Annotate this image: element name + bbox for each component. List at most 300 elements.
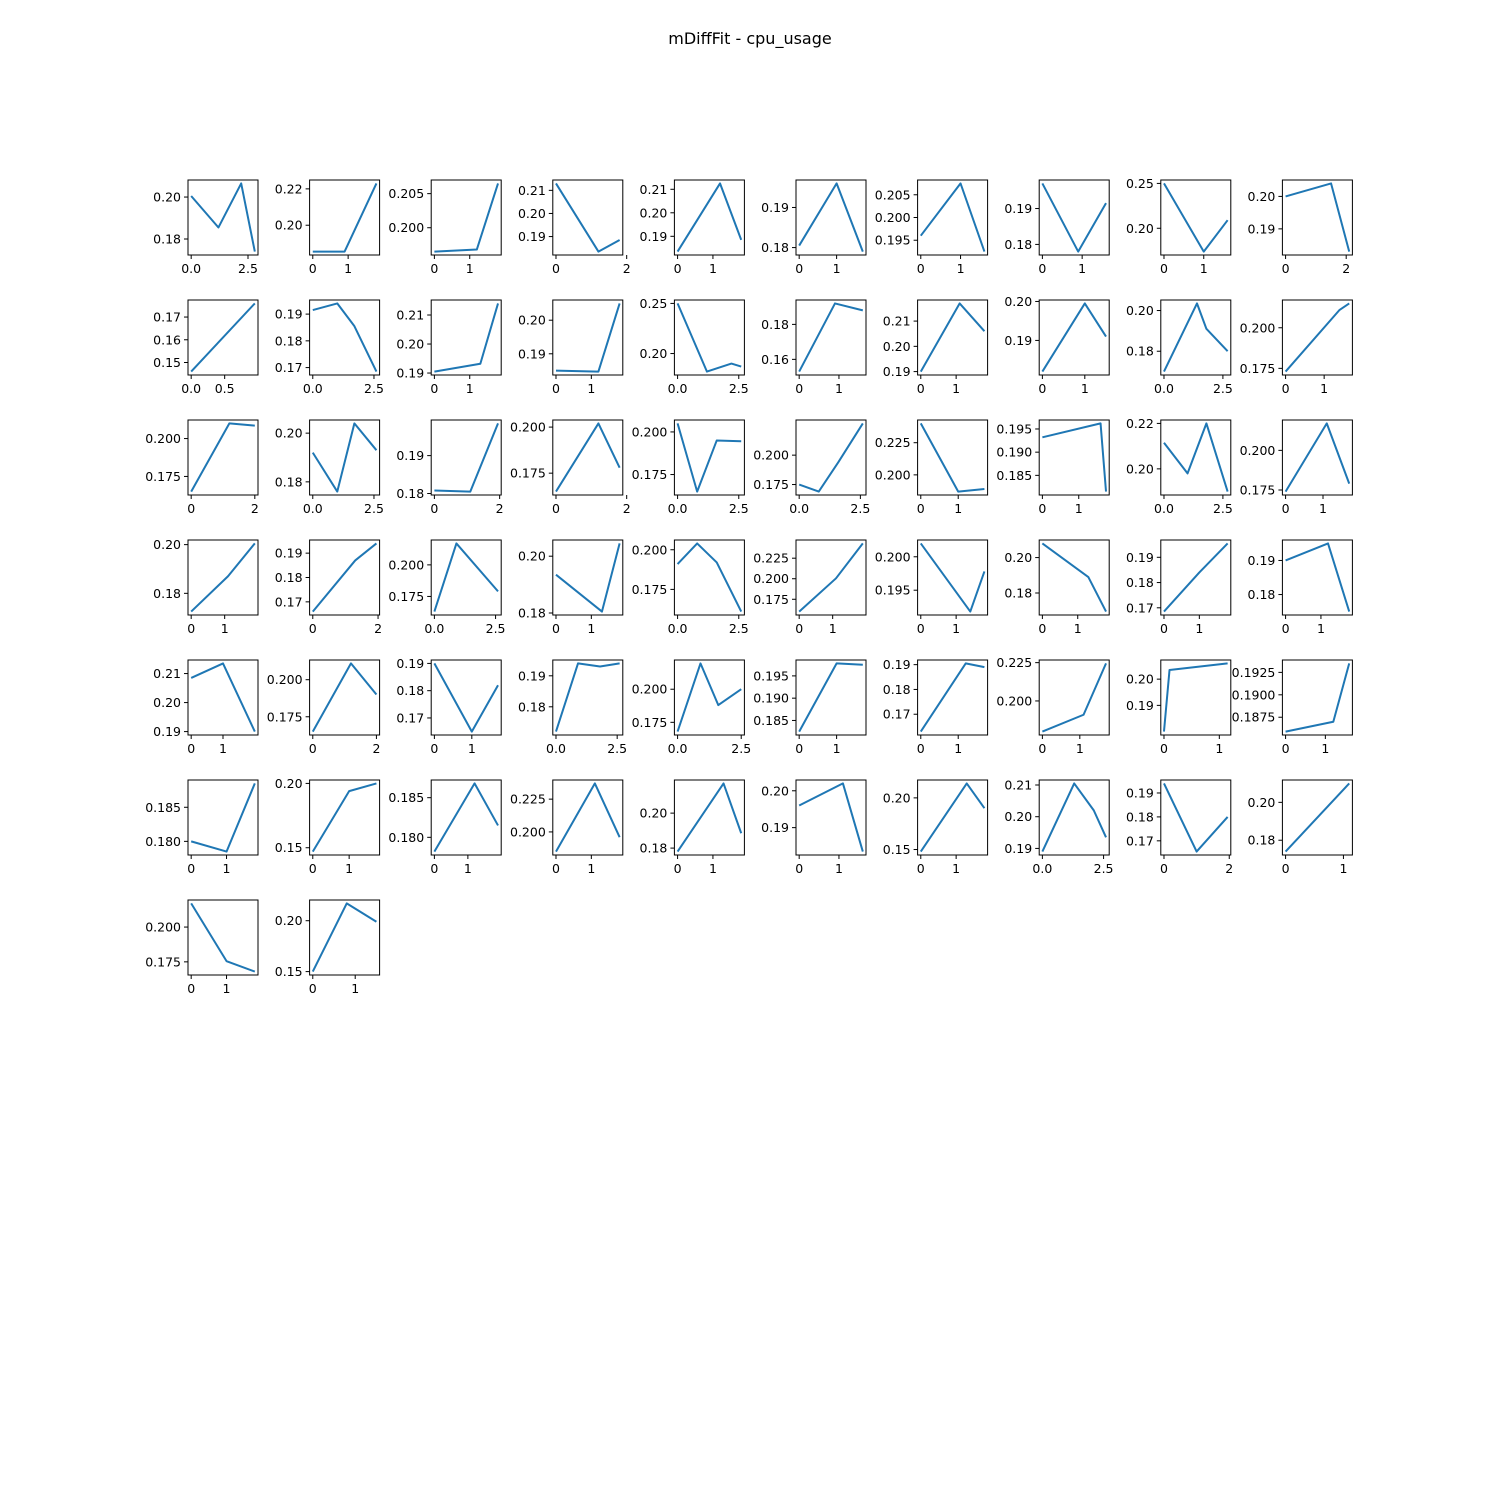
- axes-frame: [1039, 540, 1109, 615]
- y-tick-label: 0.20: [1125, 220, 1154, 236]
- axes-frame: [431, 180, 501, 255]
- x-tick-label: 1: [222, 861, 231, 876]
- y-tick-label: 0.180: [145, 833, 181, 849]
- axes-frame: [1039, 660, 1109, 735]
- y-tick-label: 0.19: [274, 306, 303, 322]
- y-tick-label: 0.15: [882, 842, 911, 858]
- y-tick-label: 0.200: [874, 549, 911, 565]
- y-tick-label: 0.185: [388, 790, 425, 806]
- x-tick-label: 0: [430, 261, 439, 276]
- x-tick-label: 0: [916, 261, 925, 276]
- x-tick-label: 1: [467, 741, 476, 756]
- subplot: [640, 296, 749, 396]
- x-tick-label: 1: [1215, 741, 1224, 756]
- y-tick-label: 0.175: [631, 467, 668, 483]
- x-tick-label: 2: [372, 741, 381, 756]
- y-tick-label: 0.1875: [1231, 709, 1276, 725]
- x-tick-label: 1: [1080, 381, 1089, 396]
- y-tick-label: 0.19: [1125, 697, 1154, 713]
- y-tick-label: 0.18: [1004, 585, 1033, 601]
- x-tick-label: 2: [374, 621, 383, 636]
- axes-frame: [553, 660, 623, 735]
- subplot: [275, 180, 380, 276]
- x-tick-label: 0.0: [302, 501, 323, 516]
- y-tick-label: 0.185: [145, 799, 181, 815]
- x-tick-label: 1: [1319, 501, 1327, 516]
- y-tick-label: 0.195: [874, 232, 911, 248]
- axes-frame: [674, 780, 744, 855]
- x-tick-label: 1: [956, 261, 965, 276]
- x-tick-label: 1: [1195, 621, 1204, 636]
- axes-frame: [310, 420, 380, 495]
- y-tick-label: 0.19: [761, 199, 789, 215]
- x-tick-label: 0.0: [181, 261, 202, 276]
- y-tick-label: 0.200: [510, 824, 546, 840]
- x-tick-label: 1: [587, 381, 596, 396]
- axes-frame: [674, 180, 744, 255]
- subplot: [1248, 780, 1353, 876]
- subplot: [761, 300, 866, 396]
- y-tick-label: 0.175: [145, 954, 181, 970]
- y-tick-label: 0.18: [1247, 832, 1276, 848]
- y-tick-label: 0.19: [761, 820, 789, 836]
- y-tick-label: 0.1900: [1231, 687, 1276, 703]
- y-tick-label: 0.17: [274, 594, 303, 610]
- subplot: [388, 540, 505, 636]
- y-tick-label: 0.20: [274, 913, 303, 929]
- y-tick-label: 0.200: [266, 672, 303, 688]
- y-tick-label: 0.1925: [1231, 664, 1276, 680]
- y-tick-label: 0.22: [274, 181, 303, 197]
- subplot: [1004, 294, 1109, 396]
- x-tick-label: 0: [552, 621, 560, 636]
- axes-frame: [1282, 420, 1352, 495]
- y-tick-label: 0.17: [274, 360, 303, 376]
- subplot: [753, 660, 866, 756]
- x-tick-label: 0: [795, 741, 804, 756]
- x-tick-label: 1: [465, 381, 474, 396]
- x-tick-label: 0.0: [667, 741, 688, 756]
- x-tick-label: 1: [954, 501, 963, 516]
- x-tick-label: 2.5: [607, 741, 628, 756]
- subplot: [996, 420, 1109, 516]
- x-tick-label: 0: [1281, 861, 1290, 876]
- x-tick-label: 0: [552, 861, 560, 876]
- x-tick-label: 1: [463, 861, 472, 876]
- y-tick-label: 0.225: [753, 550, 789, 566]
- x-tick-label: 0: [1281, 261, 1290, 276]
- y-tick-label: 0.200: [388, 557, 425, 573]
- axes-frame: [310, 300, 380, 375]
- y-tick-label: 0.19: [1004, 201, 1033, 217]
- y-tick-label: 0.200: [145, 431, 181, 447]
- axes-frame: [188, 420, 258, 495]
- subplot: [640, 780, 745, 876]
- subplot: [1004, 180, 1109, 276]
- axes-frame: [918, 180, 988, 255]
- y-tick-label: 0.200: [145, 919, 181, 935]
- subplot: [883, 780, 988, 876]
- axes-frame: [1039, 780, 1109, 855]
- y-tick-label: 0.175: [388, 588, 425, 604]
- x-tick-label: 0.5: [214, 381, 235, 396]
- x-tick-label: 0.0: [1154, 501, 1174, 516]
- x-tick-label: 1: [345, 861, 354, 876]
- subplot: [761, 780, 866, 876]
- axes-frame: [1282, 180, 1352, 255]
- x-tick-label: 1: [954, 741, 963, 756]
- y-tick-label: 0.20: [639, 346, 668, 362]
- x-tick-label: 0: [795, 861, 804, 876]
- axes-frame: [1282, 660, 1352, 735]
- axes-frame: [553, 540, 623, 615]
- y-tick-label: 0.17: [396, 710, 425, 726]
- y-tick-label: 0.20: [761, 783, 789, 799]
- y-tick-label: 0.18: [517, 605, 546, 621]
- x-tick-label: 0: [552, 501, 560, 516]
- axes-frame: [553, 300, 623, 375]
- y-tick-label: 0.175: [510, 465, 546, 481]
- subplot: [1126, 300, 1233, 396]
- y-tick-label: 0.190: [753, 690, 789, 706]
- x-tick-label: 0: [1038, 621, 1047, 636]
- y-tick-label: 0.18: [396, 683, 425, 699]
- y-tick-label: 0.225: [996, 655, 1033, 671]
- subplot: [153, 660, 258, 756]
- x-tick-label: 1: [832, 741, 841, 756]
- x-tick-label: 1: [1073, 621, 1082, 636]
- y-tick-label: 0.200: [510, 419, 546, 435]
- subplot: [518, 660, 627, 756]
- axes-frame: [310, 660, 380, 735]
- y-tick-label: 0.19: [517, 668, 546, 684]
- axes-frame: [918, 420, 988, 495]
- y-tick-label: 0.18: [396, 485, 425, 501]
- y-tick-label: 0.18: [761, 240, 789, 256]
- y-tick-label: 0.21: [882, 313, 911, 329]
- axes-frame: [918, 540, 988, 615]
- x-tick-label: 1: [222, 981, 231, 996]
- x-tick-label: 0: [187, 501, 196, 516]
- y-tick-label: 0.20: [517, 205, 546, 221]
- x-tick-label: 2: [495, 501, 504, 516]
- x-tick-label: 1: [1199, 261, 1208, 276]
- subplot: [510, 420, 631, 516]
- axes-frame: [1161, 660, 1231, 735]
- y-tick-label: 0.17: [1125, 600, 1154, 616]
- y-tick-label: 0.20: [274, 217, 303, 233]
- x-tick-label: 1: [344, 261, 353, 276]
- subplot: [1240, 300, 1353, 396]
- subplot: [518, 180, 631, 276]
- y-tick-label: 0.175: [753, 591, 789, 607]
- y-tick-label: 0.19: [517, 346, 546, 362]
- x-tick-label: 0: [430, 741, 439, 756]
- axes-frame: [1161, 300, 1231, 375]
- subplot: [1126, 176, 1231, 276]
- x-tick-label: 2.5: [238, 261, 258, 276]
- x-tick-label: 0.0: [302, 381, 323, 396]
- subplot: [632, 420, 749, 516]
- subplot: [267, 660, 381, 756]
- x-tick-label: 1: [1320, 381, 1329, 396]
- axes-frame: [1161, 780, 1231, 855]
- subplot: [510, 780, 623, 876]
- x-tick-label: 0: [916, 621, 925, 636]
- axes-frame: [1161, 420, 1231, 495]
- x-tick-label: 0: [1038, 261, 1047, 276]
- y-tick-label: 0.225: [874, 435, 911, 451]
- y-tick-label: 0.19: [396, 365, 425, 381]
- y-tick-label: 0.19: [1004, 840, 1033, 856]
- y-tick-label: 0.19: [396, 448, 425, 464]
- y-tick-label: 0.175: [631, 714, 668, 730]
- axes-frame: [431, 420, 501, 495]
- x-tick-label: 0: [916, 741, 925, 756]
- x-tick-label: 0.0: [1154, 381, 1174, 396]
- x-tick-label: 0: [308, 741, 317, 756]
- subplot: [396, 300, 501, 396]
- x-tick-label: 1: [1339, 861, 1348, 876]
- y-tick-label: 0.15: [274, 964, 303, 980]
- x-tick-label: 1: [834, 381, 843, 396]
- y-tick-label: 0.18: [1247, 587, 1276, 603]
- subplot: [632, 660, 752, 756]
- subplot: [875, 420, 988, 516]
- y-tick-label: 0.19: [153, 724, 181, 740]
- y-tick-label: 0.18: [1125, 575, 1154, 591]
- x-tick-label: 1: [465, 261, 474, 276]
- subplot: [883, 300, 988, 396]
- x-tick-label: 1: [1316, 621, 1325, 636]
- y-tick-label: 0.21: [639, 181, 668, 197]
- x-tick-label: 0.0: [546, 741, 566, 756]
- subplot: [875, 180, 988, 276]
- subplot: [1248, 540, 1353, 636]
- x-tick-label: 0: [187, 861, 196, 876]
- x-tick-label: 0: [1160, 621, 1168, 636]
- y-tick-label: 0.180: [388, 829, 425, 845]
- y-tick-label: 0.18: [274, 570, 303, 585]
- axes-frame: [188, 660, 258, 735]
- y-tick-label: 0.25: [639, 295, 668, 311]
- y-tick-label: 0.15: [153, 355, 181, 370]
- x-tick-label: 1: [834, 861, 843, 876]
- subplot: [518, 540, 623, 636]
- y-tick-label: 0.19: [396, 655, 425, 671]
- subplot: [753, 420, 870, 516]
- subplot: [396, 420, 503, 516]
- y-tick-label: 0.18: [153, 231, 181, 247]
- subplot: [640, 180, 745, 276]
- subplot: [275, 540, 382, 636]
- subplot: [1126, 780, 1233, 876]
- x-tick-label: 1: [587, 861, 596, 876]
- y-tick-label: 0.185: [753, 712, 789, 728]
- x-tick-label: 2.5: [850, 501, 871, 516]
- y-tick-label: 0.200: [631, 542, 668, 558]
- y-tick-label: 0.15: [274, 840, 303, 856]
- y-tick-label: 0.20: [882, 338, 911, 354]
- subplot: [388, 180, 501, 276]
- x-tick-label: 2.5: [364, 381, 384, 396]
- x-tick-label: 0: [916, 861, 925, 876]
- y-tick-label: 0.21: [153, 666, 181, 682]
- y-tick-label: 0.20: [517, 312, 546, 328]
- x-tick-label: 0: [1281, 501, 1290, 516]
- y-tick-label: 0.205: [874, 187, 911, 203]
- axes-frame: [310, 780, 380, 855]
- x-tick-label: 0: [1038, 741, 1047, 756]
- y-tick-label: 0.19: [882, 364, 911, 380]
- x-tick-label: 0: [1281, 381, 1290, 396]
- y-tick-label: 0.200: [753, 571, 789, 587]
- x-tick-label: 0: [187, 741, 196, 756]
- y-tick-label: 0.20: [1247, 794, 1276, 810]
- x-tick-label: 1: [708, 861, 717, 876]
- axes-frame: [431, 300, 501, 375]
- subplot: [153, 300, 258, 396]
- x-tick-label: 0: [187, 981, 196, 996]
- x-tick-label: 0: [1160, 861, 1168, 876]
- axes-frame: [431, 780, 501, 855]
- subplot: [275, 776, 380, 876]
- subplot: [153, 180, 258, 276]
- x-tick-label: 0: [916, 501, 925, 516]
- y-tick-label: 0.20: [1004, 293, 1033, 309]
- subplot-grid: [145, 176, 1352, 996]
- y-tick-label: 0.185: [996, 467, 1033, 483]
- y-tick-label: 0.19: [274, 545, 303, 561]
- y-tick-label: 0.20: [882, 790, 911, 806]
- y-tick-label: 0.20: [274, 425, 303, 441]
- axes-frame: [188, 900, 258, 975]
- y-tick-label: 0.20: [153, 695, 181, 711]
- y-tick-label: 0.20: [1004, 809, 1033, 825]
- y-tick-label: 0.195: [996, 421, 1033, 437]
- y-tick-label: 0.20: [274, 775, 303, 791]
- axes-frame: [1039, 300, 1109, 375]
- x-tick-label: 1: [220, 621, 229, 636]
- x-tick-label: 0.0: [181, 381, 202, 396]
- y-tick-label: 0.18: [1125, 809, 1154, 825]
- y-tick-label: 0.200: [1239, 442, 1276, 458]
- x-tick-label: 0.0: [667, 621, 688, 636]
- y-tick-label: 0.21: [1004, 777, 1033, 793]
- axes-frame: [310, 180, 380, 255]
- y-tick-label: 0.20: [1125, 303, 1154, 319]
- x-tick-label: 0: [552, 261, 560, 276]
- axes-frame: [918, 780, 988, 855]
- y-tick-label: 0.20: [1004, 550, 1033, 566]
- x-tick-label: 0: [1038, 381, 1047, 396]
- y-tick-label: 0.200: [874, 210, 911, 225]
- x-tick-label: 1: [952, 381, 961, 396]
- y-tick-label: 0.175: [1239, 482, 1276, 498]
- y-tick-label: 0.18: [1125, 343, 1154, 359]
- y-tick-label: 0.16: [153, 332, 181, 348]
- x-tick-label: 0: [430, 381, 439, 396]
- x-tick-label: 2: [250, 501, 259, 516]
- x-tick-label: 1: [952, 621, 961, 636]
- subplot: [1004, 777, 1113, 876]
- y-tick-label: 0.195: [753, 668, 789, 684]
- y-tick-label: 0.18: [882, 681, 911, 697]
- subplot: [761, 180, 866, 276]
- x-tick-label: 0: [1160, 261, 1168, 276]
- x-tick-label: 1: [351, 981, 360, 996]
- x-tick-label: 0: [308, 861, 317, 876]
- y-tick-label: 0.175: [1239, 360, 1276, 376]
- x-tick-label: 2.5: [1212, 381, 1233, 396]
- x-tick-label: 0: [308, 621, 317, 636]
- x-tick-label: 1: [1075, 741, 1084, 756]
- y-tick-label: 0.18: [153, 585, 181, 601]
- x-tick-label: 2.5: [485, 621, 506, 636]
- y-tick-label: 0.19: [1125, 549, 1154, 565]
- x-tick-label: 0: [308, 261, 317, 276]
- x-tick-label: 0: [552, 381, 560, 396]
- subplot: [388, 780, 501, 876]
- x-tick-label: 2.5: [728, 621, 749, 636]
- x-tick-label: 0.0: [1032, 861, 1053, 876]
- subplot: [145, 780, 258, 876]
- y-tick-label: 0.20: [153, 537, 181, 553]
- y-tick-label: 0.20: [639, 205, 668, 221]
- x-tick-label: 0.0: [424, 621, 445, 636]
- y-tick-label: 0.18: [639, 840, 668, 856]
- y-tick-label: 0.200: [874, 467, 911, 483]
- y-tick-label: 0.18: [517, 699, 546, 715]
- y-tick-label: 0.19: [517, 229, 546, 245]
- x-tick-label: 0: [1038, 501, 1047, 516]
- y-tick-label: 0.18: [274, 333, 303, 349]
- y-tick-label: 0.200: [753, 447, 789, 463]
- subplot: [1004, 540, 1109, 636]
- x-tick-label: 0: [916, 381, 925, 396]
- y-tick-label: 0.17: [153, 309, 181, 325]
- x-tick-label: 0: [1160, 741, 1168, 756]
- y-tick-label: 0.19: [882, 657, 911, 673]
- subplot: [153, 537, 258, 636]
- x-tick-label: 0: [673, 861, 682, 876]
- x-tick-label: 1: [1321, 741, 1330, 756]
- y-tick-label: 0.190: [996, 444, 1033, 460]
- y-tick-label: 0.19: [1125, 785, 1154, 801]
- x-tick-label: 0.0: [667, 501, 688, 516]
- y-tick-label: 0.20: [517, 548, 546, 564]
- subplot: [1126, 660, 1231, 756]
- y-tick-label: 0.20: [1247, 188, 1276, 204]
- x-tick-label: 0: [673, 261, 682, 276]
- x-tick-label: 2: [1225, 861, 1234, 876]
- y-tick-label: 0.19: [639, 228, 668, 244]
- subplot: [145, 420, 259, 516]
- subplot: [1232, 660, 1353, 756]
- y-tick-label: 0.17: [1125, 833, 1154, 849]
- x-tick-label: 0.0: [789, 501, 810, 516]
- x-tick-label: 2.5: [1212, 501, 1233, 516]
- x-tick-label: 0: [430, 501, 439, 516]
- x-tick-label: 0: [795, 381, 804, 396]
- x-tick-label: 1: [708, 261, 717, 276]
- axes-frame: [1282, 540, 1352, 615]
- subplot: [145, 900, 258, 996]
- x-tick-label: 0: [308, 981, 317, 996]
- y-tick-label: 0.21: [396, 307, 425, 323]
- axes-frame: [918, 300, 988, 375]
- y-tick-label: 0.200: [996, 693, 1033, 709]
